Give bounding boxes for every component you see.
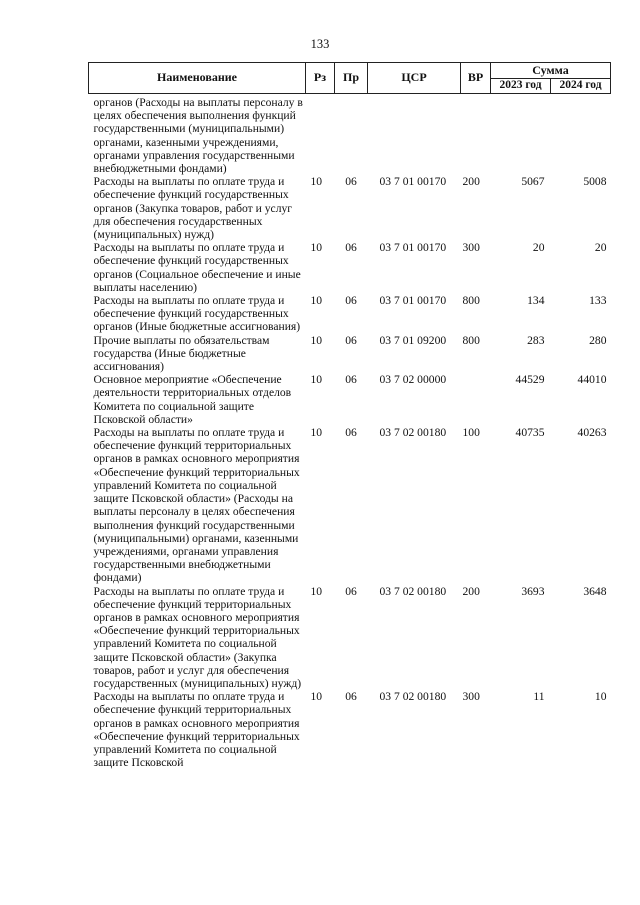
row-pr: 06: [345, 294, 357, 308]
row-rz: [306, 94, 335, 176]
row-sum-2024: [551, 94, 611, 176]
row-csr: 03 7 02 00180: [379, 584, 447, 598]
header-name: Наименование: [89, 63, 306, 94]
table-header: [89, 63, 611, 94]
row-sum-2023: 40735: [515, 426, 545, 440]
row-pr: 06: [345, 333, 357, 347]
row-vr: [461, 94, 491, 176]
row-rz: 10: [310, 584, 323, 598]
row-csr: 03 7 01 00170: [379, 294, 447, 308]
table-row: [89, 334, 611, 374]
row-pr: 06: [345, 241, 357, 255]
row-name: Расходы на выплаты по оплате труда и обеспечение функций территориальных органов в рамках основного мероприятия «Обеспечение функций территориальных управлений Комитета по социальной защите Псковской: [93, 690, 300, 770]
row-name: Расходы на выплаты по оплате труда и обеспечение функций государственных органов (Социальное обеспечение и иные выплаты населению): [93, 241, 301, 294]
header-year-2023: 2023 год: [491, 78, 551, 94]
row-pr: 06: [345, 426, 357, 440]
row-rz: 10: [310, 426, 323, 440]
table-row: [89, 241, 611, 294]
row-sum-2024: 20: [594, 241, 607, 255]
header-sum: Сумма: [491, 63, 611, 79]
table-body: [89, 94, 611, 770]
row-pr: 06: [345, 690, 357, 704]
row-rz: 10: [310, 241, 323, 255]
row-name: Основное мероприятие «Обеспечение деятельности территориальных отделов Комитета по социальной защите Псковской области»: [93, 373, 292, 426]
row-sum-2024: 44010: [577, 373, 607, 387]
row-sum-2024: 280: [589, 333, 607, 347]
table-row: [89, 175, 611, 241]
row-csr: 03 7 02 00180: [379, 426, 447, 440]
row-pr: 06: [345, 584, 357, 598]
row-vr: [461, 373, 491, 426]
page-number: 133: [310, 37, 330, 51]
row-rz: 10: [310, 690, 323, 704]
row-vr: 300: [462, 690, 480, 704]
row-sum-2024: 3648: [583, 584, 607, 598]
row-sum-2024: 10: [594, 690, 607, 704]
row-sum-2024: 40263: [577, 426, 607, 440]
row-pr: 06: [345, 373, 357, 387]
row-rz: 10: [310, 333, 323, 347]
budget-table: [88, 62, 611, 769]
row-csr: 03 7 01 00170: [379, 175, 447, 189]
row-csr: 03 7 01 09200: [379, 333, 447, 347]
table-row: [89, 690, 611, 769]
row-name: Прочие выплаты по обязательствам государства (Иные бюджетные ассигнования): [93, 333, 270, 374]
row-csr: 03 7 01 00170: [379, 241, 447, 255]
header-vr: ВР: [461, 63, 491, 94]
row-vr: 100: [462, 426, 480, 440]
row-vr: 200: [462, 584, 480, 598]
header-year-2024: 2024 год: [551, 78, 611, 94]
row-name: Расходы на выплаты по оплате труда и обеспечение функций территориальных органов в рамках основного мероприятия «Обеспечение функций территориальных управлений Комитета по социальной защите Псковской области» (Закупка товаров, работ и услуг для обеспечения государственных (муниципальных) нужд): [93, 584, 302, 690]
row-csr: [368, 94, 461, 176]
table-row: [89, 294, 611, 334]
row-sum-2023: 11: [533, 690, 545, 704]
row-sum-2023: 5067: [521, 175, 545, 189]
row-sum-2024: 133: [589, 294, 607, 308]
row-vr: 300: [462, 241, 480, 255]
row-rz: 10: [310, 175, 323, 189]
row-sum-2024: 5008: [583, 175, 607, 189]
header-csr: ЦСР: [368, 63, 461, 94]
row-vr: 800: [462, 333, 480, 347]
row-pr: [335, 94, 368, 176]
row-sum-2023: 134: [527, 294, 545, 308]
header-rz: Рз: [306, 63, 335, 94]
row-vr: 200: [462, 175, 480, 189]
row-sum-2023: 3693: [521, 584, 545, 598]
row-name: органов (Расходы на выплаты персоналу в целях обеспечения выполнения функций государственными (муниципальными) органами, казенными учреждениями, органами управления государственными внебюджетными фондами): [93, 96, 303, 176]
row-sum-2023: [491, 94, 551, 176]
row-rz: 10: [310, 373, 323, 387]
row-sum-2023: 283: [527, 333, 545, 347]
table-row: [89, 585, 611, 691]
row-sum-2023: 44529: [515, 373, 545, 387]
table-row: [89, 426, 611, 584]
row-rz: 10: [310, 294, 323, 308]
row-name: Расходы на выплаты по оплате труда и обеспечение функций государственных органов (Иные бюджетные ассигнования): [93, 294, 301, 334]
row-vr: 800: [462, 294, 480, 308]
row-csr: 03 7 02 00000: [379, 373, 447, 387]
table-row: [89, 373, 611, 426]
header-pr: Пр: [335, 63, 368, 94]
row-name: Расходы на выплаты по оплате труда и обеспечение функций территориальных органов в рамках основного мероприятия «Обеспечение функций территориальных управлений Комитета по социальной защите Псковской области» (Расходы на выплаты персоналу в целях обеспечения выполнения функций государственными (муниципальными) органами, казенными учреждениями, органами управления государственными внебюджетными фондами): [93, 426, 300, 585]
table-row: [89, 94, 611, 176]
row-sum-2023: 20: [532, 241, 545, 255]
row-csr: 03 7 02 00180: [379, 690, 447, 704]
row-name: Расходы на выплаты по оплате труда и обеспечение функций государственных органов (Закупка товаров, работ и услуг для обеспечения государственных (муниципальных) нужд): [93, 175, 293, 242]
row-pr: 06: [345, 175, 357, 189]
